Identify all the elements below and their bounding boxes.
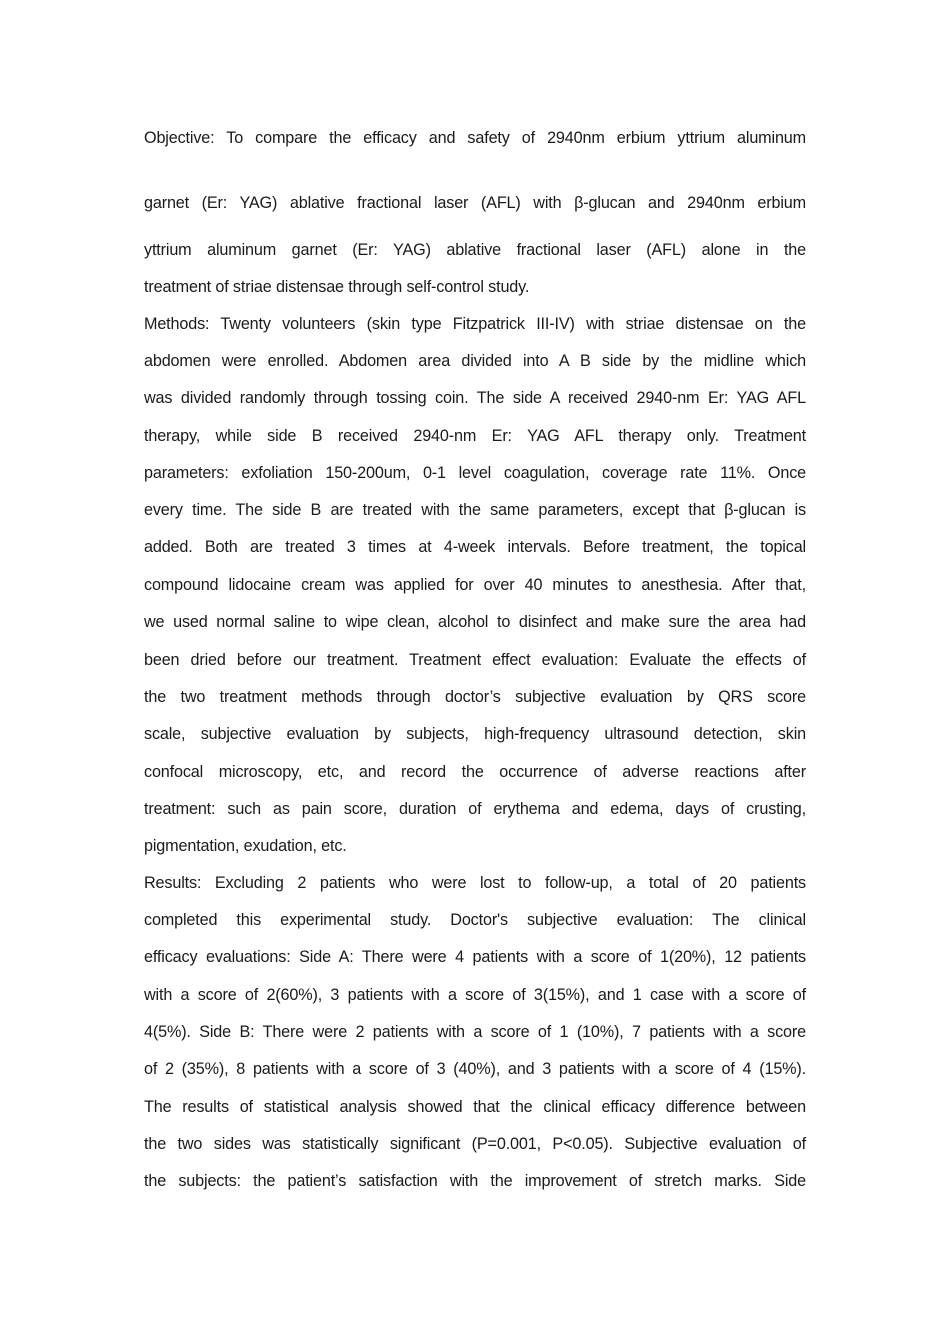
objective-line-3: yttrium aluminum garnet (Er: YAG) ablative fractional laser (AFL) alone in the bbox=[144, 241, 806, 259]
methods-line-15: pigmentation, exudation, etc. bbox=[144, 837, 347, 855]
results-line-3: efficacy evaluations: Side A: There were 4 patients with a score of 1(20%), 12 patients bbox=[144, 948, 806, 966]
methods-line-14: treatment: such as pain score, duration of erythema and edema, days of crusting, bbox=[144, 800, 806, 818]
results-line-5: 4(5%). Side B: There were 2 patients with a score of 1 (10%), 7 patients with a score bbox=[144, 1023, 806, 1041]
results-line-7: The results of statistical analysis showed that the clinical efficacy difference between bbox=[144, 1098, 806, 1116]
results-line-9: the subjects: the patient’s satisfaction with the improvement of stretch marks. Side bbox=[144, 1172, 806, 1190]
methods-line-11: the two treatment methods through doctor’s subjective evaluation by QRS score bbox=[144, 688, 806, 706]
methods-line-8: compound lidocaine cream was applied for over 40 minutes to anesthesia. After that, bbox=[144, 576, 806, 594]
results-line-8: the two sides was statistically significant (P=0.001, P<0.05). Subjective evaluation of bbox=[144, 1135, 806, 1153]
methods-line-10: been dried before our treatment. Treatment effect evaluation: Evaluate the effects of bbox=[144, 651, 806, 669]
methods-line-9: we used normal saline to wipe clean, alcohol to disinfect and make sure the area had bbox=[144, 613, 806, 631]
results-line-6: of 2 (35%), 8 patients with a score of 3 (40%), and 3 patients with a score of 4 (15%). bbox=[144, 1060, 806, 1078]
methods-line-6: every time. The side B are treated with the same parameters, except that β-glucan is bbox=[144, 501, 806, 519]
objective-line-1: Objective: To compare the efficacy and safety of 2940nm erbium yttrium aluminum bbox=[144, 129, 806, 147]
methods-line-7: added. Both are treated 3 times at 4-week intervals. Before treatment, the topical bbox=[144, 538, 806, 556]
methods-line-12: scale, subjective evaluation by subjects, high-frequency ultrasound detection, skin bbox=[144, 725, 806, 743]
methods-line-2: abdomen were enrolled. Abdomen area divided into A B side by the midline which bbox=[144, 352, 806, 370]
results-line-2: completed this experimental study. Doctor's subjective evaluation: The clinical bbox=[144, 911, 806, 929]
objective-line-4: treatment of striae distensae through self-control study. bbox=[144, 278, 530, 296]
methods-line-1: Methods: Twenty volunteers (skin type Fitzpatrick III-IV) with striae distensae on the bbox=[144, 315, 806, 333]
methods-line-13: confocal microscopy, etc, and record the occurrence of adverse reactions after bbox=[144, 763, 806, 781]
objective-line-2: garnet (Er: YAG) ablative fractional laser (AFL) with β-glucan and 2940nm erbium bbox=[144, 194, 806, 212]
methods-line-5: parameters: exfoliation 150-200um, 0-1 level coagulation, coverage rate 11%. Once bbox=[144, 464, 806, 482]
methods-line-4: therapy, while side B received 2940-nm Er: YAG AFL therapy only. Treatment bbox=[144, 427, 806, 445]
methods-line-3: was divided randomly through tossing coin. The side A received 2940-nm Er: YAG AFL bbox=[144, 389, 806, 407]
results-line-4: with a score of 2(60%), 3 patients with a score of 3(15%), and 1 case with a score of bbox=[144, 986, 806, 1004]
results-line-1: Results: Excluding 2 patients who were lost to follow-up, a total of 20 patients bbox=[144, 874, 806, 892]
